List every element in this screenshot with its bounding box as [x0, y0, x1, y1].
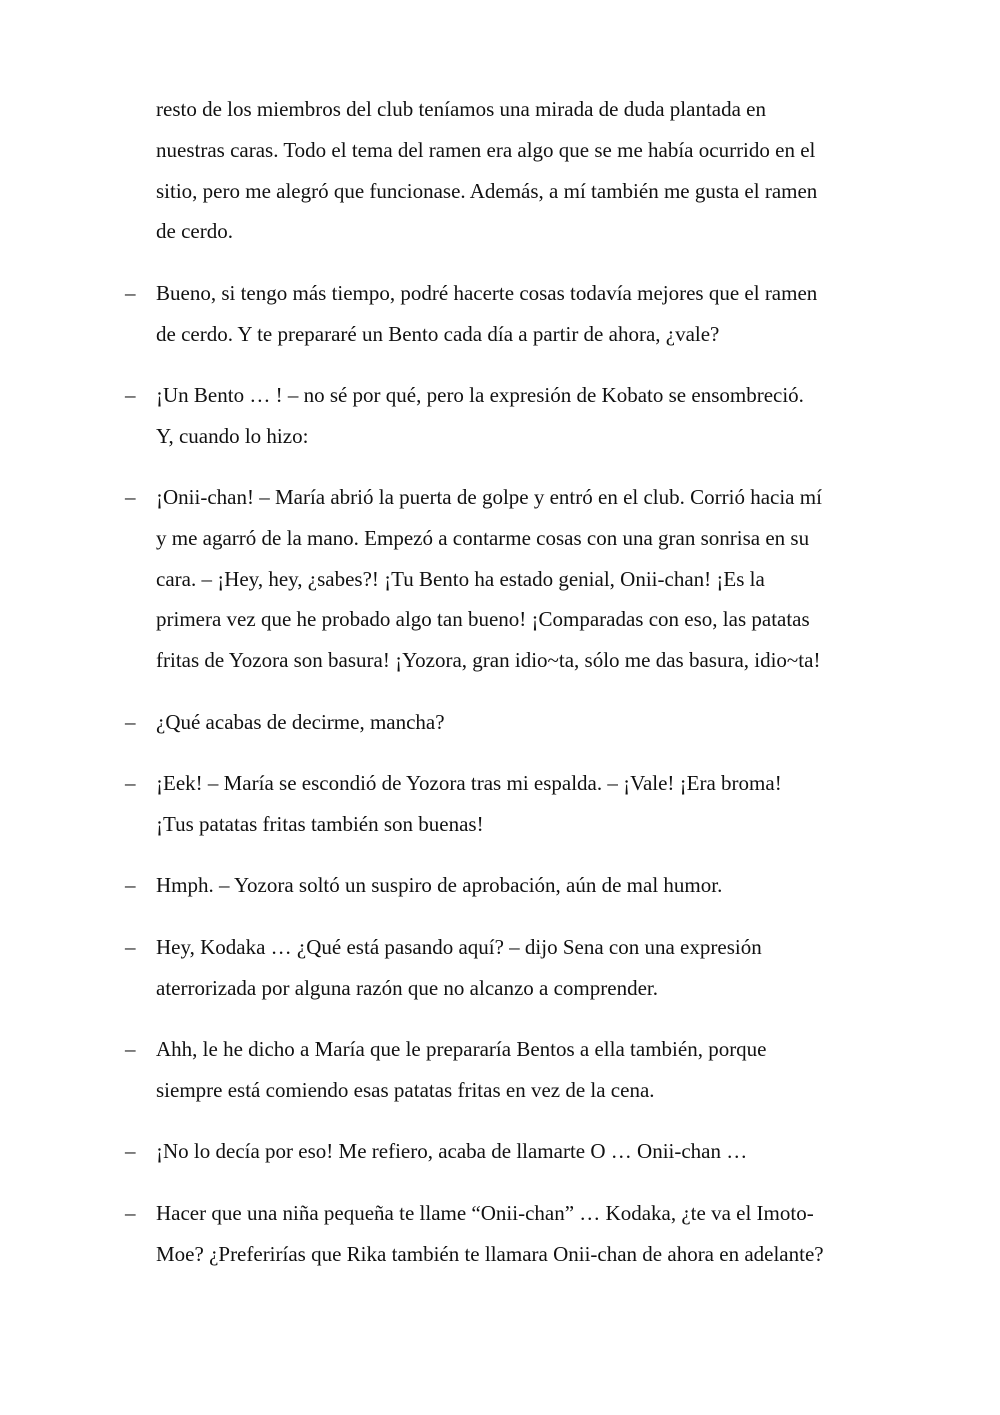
dialogue-dash: – — [125, 1037, 136, 1061]
text-line: ¡Tus patatas fritas también son buenas! — [156, 811, 484, 836]
text-line: fritas de Yozora son basura! ¡Yozora, gran idio~ta, sólo me das basura, idio~ta! — [156, 648, 821, 673]
text-line: Ahh, le he dicho a María que le prepararía Bentos a ella también, porque — [156, 1037, 767, 1061]
dialogue-paragraph — [156, 702, 908, 743]
text-line: siempre está comiendo esas patatas fritas en vez de la cena. — [156, 1077, 655, 1102]
text-line: Moe? ¿Preferirías que Rika también te llamara Onii-chan de ahora en adelante? — [156, 1241, 824, 1266]
dialogue-dash: – — [125, 935, 136, 959]
dialogue-dash: – — [125, 873, 136, 897]
text-line: de cerdo. — [156, 219, 233, 244]
text-line: ¿Qué acabas de decirme, mancha? — [156, 710, 445, 734]
dialogue-paragraph — [156, 1029, 908, 1111]
text-line: y me agarró de la mano. Empezó a contarme cosas con una gran sonrisa en su — [156, 525, 810, 550]
text-line: resto de los miembros del club teníamos una mirada de duda plantada en — [156, 97, 766, 121]
text-line: nuestras caras. Todo el tema del ramen era algo que se me había ocurrido en el — [156, 137, 816, 162]
dialogue-paragraph — [156, 927, 908, 1009]
text-line: cara. – ¡Hey, hey, ¿sabes?! ¡Tu Bento ha estado genial, Onii-chan! ¡Es la — [156, 566, 765, 591]
text-line: ¡Un Bento … ! – no sé por qué, pero la expresión de Kobato se ensombreció. — [156, 383, 804, 407]
dialogue-paragraph — [156, 273, 908, 355]
text-line: Hmph. – Yozora soltó un suspiro de aprobación, aún de mal humor. — [156, 873, 723, 897]
text-line: primera vez que he probado algo tan bueno! ¡Comparadas con eso, las patatas — [156, 607, 810, 632]
text-line: ¡Eek! – María se escondió de Yozora tras mi espalda. – ¡Vale! ¡Era broma! — [156, 771, 782, 795]
dialogue-dash: – — [125, 1139, 136, 1163]
dialogue-dash: – — [125, 485, 136, 509]
text-line: aterrorizada por alguna razón que no alcanzo a comprender. — [156, 975, 658, 1000]
dialogue-paragraph — [156, 375, 908, 457]
text-line: de cerdo. Y te prepararé un Bento cada día a partir de ahora, ¿vale? — [156, 321, 720, 346]
continuation-paragraph — [156, 89, 908, 252]
text-line: ¡No lo decía por eso! Me refiero, acaba de llamarte O … Onii-chan … — [156, 1139, 748, 1163]
dialogue-dash: – — [125, 383, 136, 407]
dialogue-dash: – — [125, 1201, 136, 1225]
dialogue-paragraph — [156, 477, 908, 681]
dialogue-dash: – — [125, 281, 136, 305]
dialogue-paragraph — [156, 1193, 908, 1275]
text-line: Hey, Kodaka … ¿Qué está pasando aquí? – dijo Sena con una expresión — [156, 935, 762, 959]
text-line: Bueno, si tengo más tiempo, podré hacerte cosas todavía mejores que el ramen — [156, 281, 818, 305]
dialogue-paragraph — [156, 1131, 908, 1172]
text-line: Y, cuando lo hizo: — [156, 423, 309, 448]
dialogue-dash: – — [125, 710, 136, 734]
text-line: Hacer que una niña pequeña te llame “Onii-chan” … Kodaka, ¿te va el Imoto- — [156, 1201, 814, 1225]
text-line: ¡Onii-chan! – María abrió la puerta de golpe y entró en el club. Corrió hacia mí — [156, 485, 822, 509]
text-line: sitio, pero me alegró que funcionase. Además, a mí también me gusta el ramen — [156, 178, 818, 203]
dialogue-paragraph — [156, 763, 908, 845]
dialogue-paragraph — [156, 865, 908, 906]
dialogue-dash: – — [125, 771, 136, 795]
